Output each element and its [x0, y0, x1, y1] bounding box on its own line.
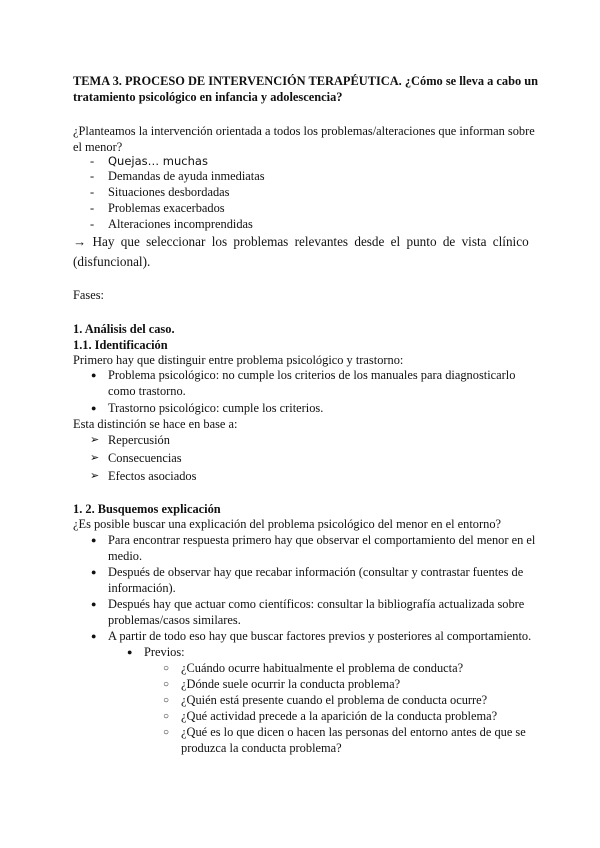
- bullet-text-line-1: Problema psicológico: no cumple los criterios de los manuales para diagnosticarlo: [108, 368, 516, 382]
- arrow-item: Repercusión: [108, 433, 170, 447]
- bullet-icon: ●: [91, 535, 97, 545]
- intro-question-line-1: ¿Planteamos la intervención orientada a todos los problemas/alteraciones que informan sobre: [73, 124, 535, 138]
- section-1-2-heading: 1. 2. Busquemos explicación: [73, 502, 221, 516]
- dash-marker: -: [90, 169, 95, 183]
- circle-bullet-icon: ○: [163, 663, 170, 674]
- previos-item: ¿Cuándo ocurre habitualmente el problema de conducta?: [181, 661, 464, 675]
- distinction-intro: Esta distinción se hace en base a:: [73, 417, 238, 431]
- previos-item: ¿Qué es lo que dicen o hacen las personas del entorno antes de que se: [181, 725, 526, 739]
- arrow-bullet-icon: ➢: [90, 434, 100, 446]
- bullet-icon: ●: [91, 567, 97, 577]
- intro-item: Problemas exacerbados: [108, 201, 225, 215]
- previos-item-line-2: produzca la conducta problema?: [181, 741, 342, 755]
- previos-item: ¿Quién está presente cuando el problema de conducta ocurre?: [181, 693, 488, 707]
- section-1-1-heading: 1.1. Identificación: [73, 338, 168, 352]
- bullet-text-line-1: Para encontrar respuesta primero hay que observar el comportamiento del menor en el: [108, 533, 536, 547]
- intro-item: Quejas… muchas: [108, 154, 208, 168]
- bullet-icon: ●: [91, 370, 97, 380]
- bullet-text-line-1: Después hay que actuar como científicos: consultar la bibliografía actualizada sobre: [108, 597, 525, 611]
- intro-item: Demandas de ayuda inmediatas: [108, 169, 265, 183]
- bullet-icon: ●: [91, 631, 97, 641]
- bullet-text-line-1: Después de observar hay que recabar información (consultar y contrastar fuentes de: [108, 565, 524, 579]
- bullet-text-line-2: como trastorno.: [108, 384, 186, 398]
- bullet-text-line-1: Trastorno psicológico: cumple los criterios.: [108, 401, 324, 415]
- circle-bullet-icon: ○: [163, 695, 170, 706]
- previos-item: ¿Qué actividad precede a la aparición de la conducta problema?: [181, 709, 498, 723]
- circle-bullet-icon: ○: [163, 679, 170, 690]
- title-line-1: TEMA 3. PROCESO DE INTERVENCIÓN TERAPÉUTICA. ¿Cómo se lleva a cabo un: [73, 74, 539, 88]
- arrow-bullet-icon: ➢: [90, 470, 100, 482]
- bullet-icon: ●: [127, 647, 133, 657]
- section-1-1-intro: Primero hay que distinguir entre problema psicológico y trastorno:: [73, 353, 404, 367]
- intro-conclusion-line-2: (disfuncional).: [73, 254, 151, 269]
- dash-marker: -: [90, 217, 95, 231]
- intro-question-line-2: el menor?: [73, 140, 123, 154]
- bullet-text-line-1: A partir de todo eso hay que buscar factores previos y posteriores al comportamiento.: [108, 629, 532, 643]
- previos-label: Previos:: [144, 645, 185, 659]
- arrow-item: Efectos asociados: [108, 469, 197, 483]
- dash-marker: -: [90, 154, 95, 168]
- circle-bullet-icon: ○: [163, 711, 170, 722]
- bullet-icon: ●: [91, 599, 97, 609]
- intro-item: Alteraciones incomprendidas: [108, 217, 253, 231]
- dash-marker: -: [90, 185, 95, 199]
- title-line-2: tratamiento psicológico en infancia y adolescencia?: [73, 90, 343, 104]
- section-1-2-question: ¿Es posible buscar una explicación del problema psicológico del menor en el entorno?: [73, 517, 502, 531]
- intro-item: Situaciones desbordadas: [108, 185, 230, 199]
- bullet-text-line-2: información).: [108, 581, 176, 595]
- fases-label: Fases:: [73, 288, 104, 302]
- previos-item: ¿Dónde suele ocurrir la conducta problema?: [181, 677, 401, 691]
- dash-marker: -: [90, 201, 95, 215]
- intro-conclusion-line-1: → Hay que seleccionar los problemas relevantes desde el punto de vista clínico: [73, 234, 529, 249]
- circle-bullet-icon: ○: [163, 727, 170, 738]
- bullet-text-line-2: medio.: [108, 549, 143, 563]
- arrow-bullet-icon: ➢: [90, 452, 100, 464]
- arrow-item: Consecuencias: [108, 451, 182, 465]
- section-1-heading: 1. Análisis del caso.: [73, 322, 175, 336]
- bullet-text-line-2: problemas/casos similares.: [108, 613, 241, 627]
- bullet-icon: ●: [91, 403, 97, 413]
